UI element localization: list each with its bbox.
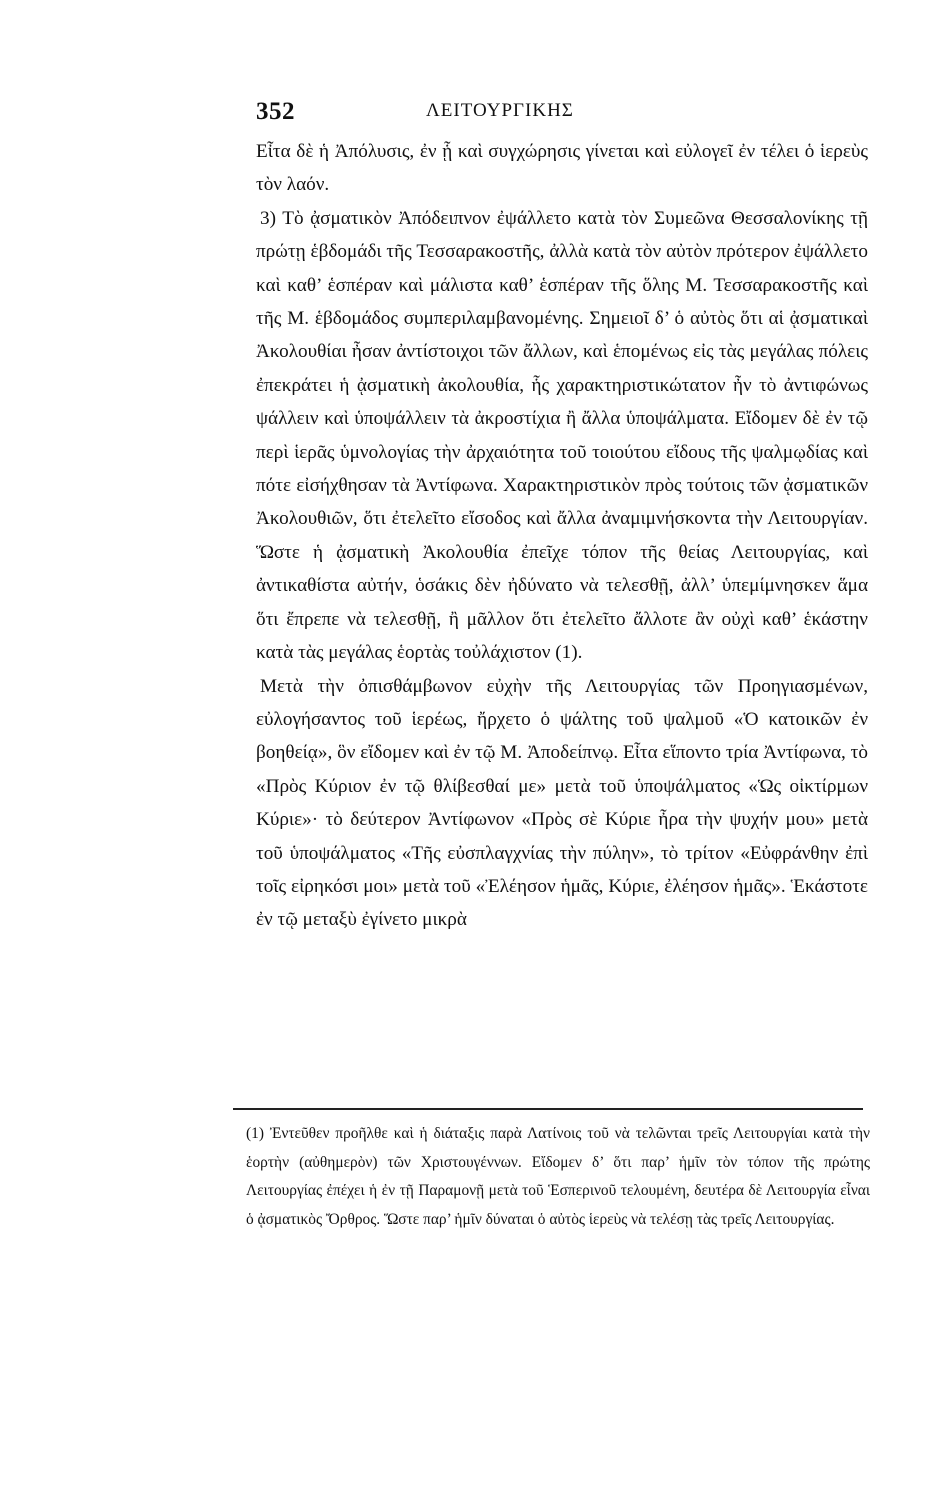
paragraph-asmatikon-apodeipnon: 3) Τὸ ᾀσματικὸν Ἀπόδειπνον ἐψάλλετο κατὰ τὸν Συμεῶνα Θεσσαλονίκης τῇ πρώτῃ ἑβδομάδι τῆς Τεσσαρακοστῆς, ἀλλὰ κατὰ τὸν αὐτὸν πρότερον ἐψάλλετο καὶ καθ’ ἑσπέραν καὶ μάλιστα καθ’ ἑσπέραν τῆς ὅλης Μ. Τεσσαρακοστῆς καὶ τῆς Μ. ἑβδομάδος συμπεριλαμβανομένης. Σημειοῖ δ’ ὁ αὐτὸς ὅτι αἱ ᾀσματικαὶ Ἀκολουθίαι ἦσαν ἀντίστοιχοι τῶν ἄλλων, καὶ ἑπομένως εἰς τὰς μεγάλας πόλεις ἐπεκράτει ἡ ᾀσματικὴ ἀκολουθία, ἧς χαρακτηριστικώτατον ἦν τὸ ἀντιφώνως ψάλλειν καὶ ὑποψάλλειν τὰ ἀκροστίχια ἢ ἄλλα ὑποψάλματα. Εἴδομεν δὲ ἐν τῷ περὶ ἱερᾶς ὑμνολογίας τὴν ἀρχαιότητα τοῦ τοιούτου εἴδους τῆς ψαλμῳδίας καὶ πότε εἰσήχθησαν τὰ Ἀντίφωνα. Χαρακτηριστικὸν πρὸς τούτοις τῶν ᾀσματικῶν Ἀκολουθιῶν, ὅτι ἐτελεῖτο εἴσοδος καὶ ἄλλα ἀναμιμνήσκοντα τὴν Λειτουργίαν. Ὥστε ἡ ᾀσματικὴ Ἀκολουθία ἐπεῖχε τόπον τῆς θείας Λειτουργίας, καὶ ἀντικαθίστα αὐτήν, ὁσάκις δὲν ἠδύνατο νὰ τελεσθῇ, ἀλλ’ ὑπεμίμνησκεν ἅμα ὅτι ἔπρεπε νὰ τελεσθῇ, ἢ μᾶλλον ὅτι ἐτελεῖτο ἄλλοτε ἂν οὐχὶ καθ’ ἑκάστην κατὰ τὰς μεγάλας ἑορτὰς τοὐλάχιστον (1). bbox=[256, 207, 868, 664]
footnote-text: (1) Ἐντεῦθεν προῆλθε καὶ ἡ διάταξις παρὰ Λατίνοις τοῦ νὰ τελῶνται τρεῖς Λειτουργίαι κατὰ τὴν ἑορτὴν (αὐθημερὸν) τῶν Χριστουγέννων. Εἴδομεν δ’ ὅτι παρ’ ἡμῖν τὸν τόπον τῆς πρώτης Λειτουργίας ἐπέχει ἡ ἐν τῇ Παραμονῇ μετὰ τοῦ Ἑσπερινοῦ τελουμένη, δευτέρα δὲ Λειτουργία εἶναι ὁ ᾀσματικὸς Ὄρθρος. Ὥστε παρ’ ἡμῖν δύναται ὁ αὐτὸς ἱερεὺς νὰ τελέσῃ τὰς τρεῖς Λειτουργίας. bbox=[246, 1125, 870, 1229]
page-number: 352 bbox=[256, 98, 295, 125]
footnote bbox=[246, 1120, 870, 1235]
main-text bbox=[256, 135, 868, 937]
running-title: ΛΕΙΤΟΥΡΓΙΚΗΣ bbox=[426, 100, 574, 121]
paragraph-apolysis: Εἶτα δὲ ἡ Ἀπόλυσις, ἐν ᾗ καὶ συγχώρησις γίνεται καὶ εὐλογεῖ ἐν τέλει ὁ ἱερεὺς τὸν λαόν. bbox=[256, 141, 868, 196]
footnote-divider bbox=[233, 1108, 863, 1110]
page-header bbox=[256, 98, 882, 132]
paragraph-presanctified-antiphons: Μετὰ τὴν ὀπισθάμβωνον εὐχὴν τῆς Λειτουργίας τῶν Προηγιασμένων, εὐλογήσαντος τοῦ ἱερέως, ἤρχετο ὁ ψάλτης τοῦ ψαλμοῦ «Ὁ κατοικῶν ἐν βοηθείᾳ», ὃν εἴδομεν καὶ ἐν τῷ Μ. Ἀποδείπνῳ. Εἶτα εἵποντο τρία Ἀντίφωνα, τὸ «Πρὸς Κύριον ἐν τῷ θλίβεσθαί με» μετὰ τοῦ ὑποψάλματος «Ὡς οἰκτίρμων Κύριε»· τὸ δεύτερον Ἀντίφωνον «Πρὸς σὲ Κύριε ἦρα τὴν ψυχήν μου» μετὰ τοῦ ὑποψάλματος «Τῆς εὐσπλαγχνίας τὴν πύλην», τὸ τρίτον «Εὐφράνθην ἐπὶ τοῖς εἰρηκόσι μοι» μετὰ τοῦ «Ἐλέησον ἡμᾶς, Κύριε, ἐλέησον ἡμᾶς». Ἑκάστοτε ἐν τῷ μεταξὺ ἐγίνετο μικρὰ bbox=[256, 675, 868, 931]
